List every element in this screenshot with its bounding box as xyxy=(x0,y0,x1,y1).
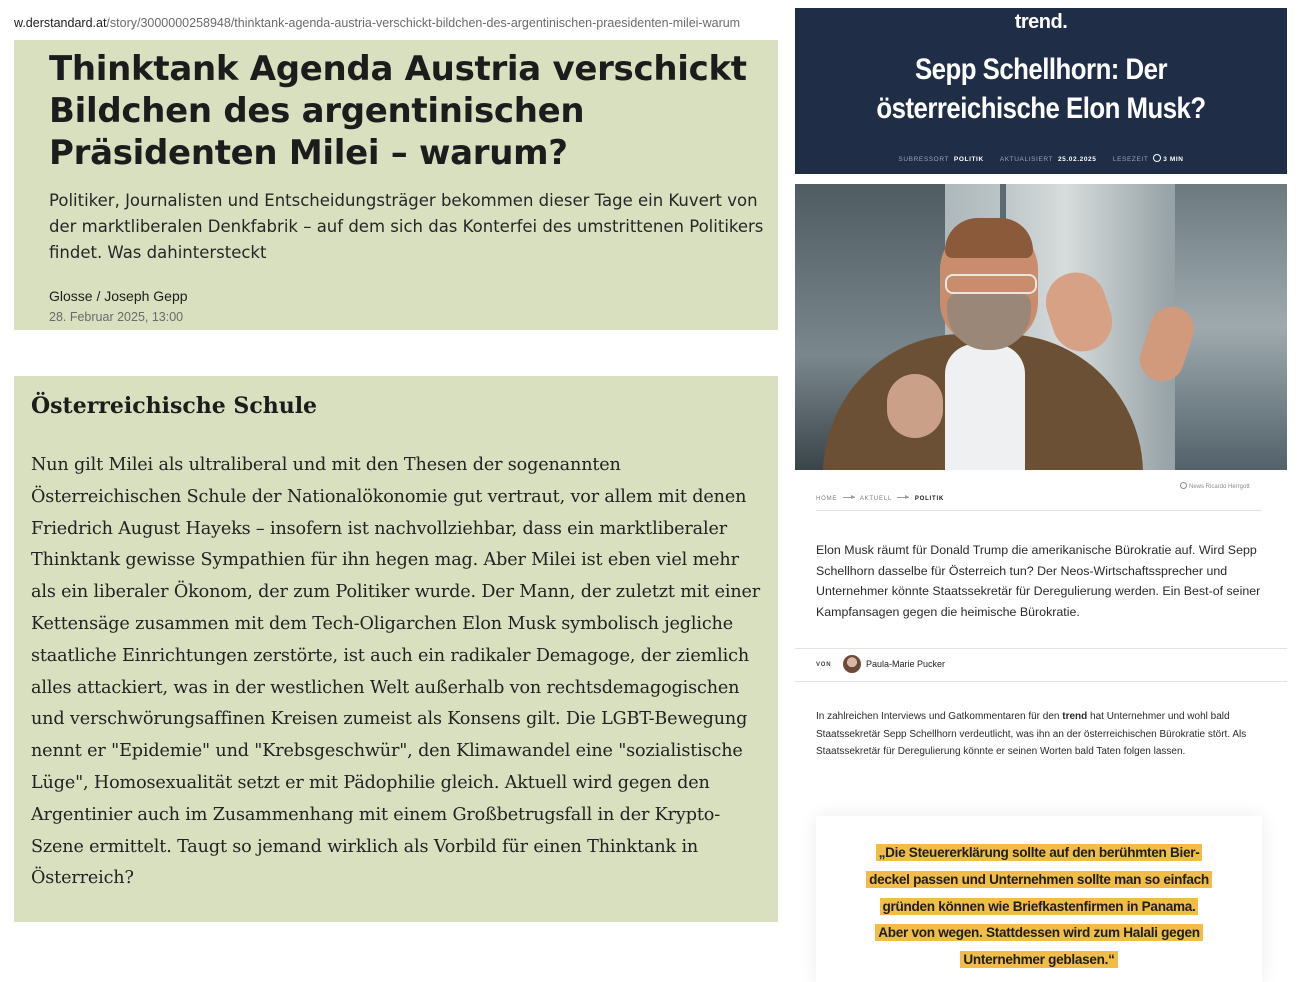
quote-line: „Die Steuererklärung sollte auf den berühmten Bier- xyxy=(876,844,1203,861)
article-lead: Politiker, Journalisten und Entscheidungsträger bekommen dieser Tage ein Kuvert von der marktliberalen Denkfabrik – auf dem sich das Konterfei des umstrittenen Politikers findet. Was dahintersteckt xyxy=(49,191,764,262)
quote-line: gründen können wie Briefkastenfirmen in Panama. xyxy=(880,898,1199,915)
article-photo xyxy=(795,184,1287,470)
article-byline[interactable]: Glosse / Joseph Gepp xyxy=(49,288,188,304)
meta-updated-value: 25.02.2025 xyxy=(1057,156,1097,163)
trend-header xyxy=(795,8,1287,174)
trend-body-paragraph xyxy=(816,708,1266,761)
article-date: 28. Februar 2025, 13:00 xyxy=(49,310,184,324)
arrow-right-icon xyxy=(897,497,909,498)
trend-article-title: Sepp Schellhorn: Der österreichische Elon Musk? xyxy=(876,53,1206,125)
url-domain: w.derstandard.at xyxy=(14,16,107,30)
avatar[interactable] xyxy=(843,655,861,673)
meta-ressort-label: SUBRESSORT xyxy=(898,156,950,163)
trend-meta-row xyxy=(795,154,1287,163)
body-text-after: hat Unternehmer und wohl bald Staatssekretär Sepp Schellhorn verdeutlicht, was ihn an der österreichischen Bürokratie stört. Als Staatssekretär für Deregulierung könnte er seinen Worten bald Taten folgen lassen. xyxy=(816,711,1247,758)
breadcrumb-home[interactable]: HOME xyxy=(816,496,838,502)
trend-logo[interactable]: trend. xyxy=(1014,11,1068,33)
meta-ressort-value[interactable]: POLITIK xyxy=(953,156,984,163)
address-bar[interactable] xyxy=(14,12,778,34)
author-prefix: VON xyxy=(816,662,832,668)
clock-icon xyxy=(1153,154,1161,162)
section-heading: Österreichische Schule xyxy=(31,393,318,419)
photo-credit-text: News Ricardo Herrgott xyxy=(1189,484,1250,490)
article-section-panel xyxy=(14,376,778,922)
breadcrumb-aktuell[interactable]: AKTUELL xyxy=(859,496,892,502)
author-name[interactable]: Paula-Marie Pucker xyxy=(866,659,946,669)
quote-line: Aber von wegen. Stattdessen wird zum Halali gegen xyxy=(875,924,1202,941)
article-headline: Thinktank Agenda Austria verschickt Bildchen des argentinischen Präsidenten Milei – warum? xyxy=(49,49,747,173)
body-text-before: In zahlreichen Interviews und Gatkommentaren für den xyxy=(816,711,1063,722)
meta-updated-label: AKTUALISIERT xyxy=(999,156,1054,163)
breadcrumb xyxy=(816,496,1262,511)
photo-credit xyxy=(1180,482,1250,490)
body-text-bold: trend xyxy=(1062,711,1088,722)
url-path: /story/3000000258948/thinktank-agenda-austria-verschickt-bildchen-des-argentinischen-praesidenten-milei-warum xyxy=(106,16,741,30)
quote-line: deckel passen und Unternehmen sollte man so einfach xyxy=(866,871,1212,888)
pull-quote xyxy=(816,840,1262,974)
meta-read-value: 3 MIN xyxy=(1163,156,1184,163)
pull-quote-box xyxy=(816,816,1262,982)
breadcrumb-politik[interactable]: POLITIK xyxy=(914,496,945,502)
quote-line: Unternehmer geblasen.“ xyxy=(960,951,1117,968)
copyright-icon xyxy=(1180,482,1187,489)
section-body: Nun gilt Milei als ultraliberal und mit den Thesen der sogenannten Österreichischen Schule der Nationalökonomie gut vertraut, vor allem mit denen Friedrich August Hayeks – insofern ist nachvollziehbar, dass ein marktliberaler Thinktank gewisse Sympathien für ihn hegen mag. Aber Milei ist eben viel mehr als ein liberaler Ökonom, der zum Politiker wurde. Der Mann, der zuletzt mit einer Kettensäge zusammen mit dem Tech-Oligarchen Elon Musk symbolisch jegliche staatliche Einrichtungen zerstörte, ist auch ein radikaler Demagoge, der ziemlich alles attackiert, was in der westlichen Welt außerhalb von rechtsdemagogischen und verschwörungsaffinen Kreisen zumeist als Konsens gilt. Die LGBT-Bewegung nennt er "Epidemie" und "Krebsgeschwür", den Klimawandel eine "sozialistische Lüge", Homosexualität setzt er mit Pädophilie gleich. Aktuell wird gegen den Argentinier auch im Zusammenhang mit einem Großbetrugsfall in der Krypto-Szene ermittelt. Taugt so jemand wirklich als Vorbild für einen Thinktank in Österreich? xyxy=(31,455,761,889)
article-header-panel xyxy=(14,40,778,330)
trend-intro: Elon Musk räumt für Donald Trump die amerikanische Bürokratie auf. Wird Sepp Schellhorn dasselbe für Österreich tun? Der Neos-Wirtschaftssprecher und Unternehmer könnte Staatssekretär für Deregulierung werden. Ein Best-of seiner Kampfansagen gegen die heimische Bürokratie. xyxy=(816,543,1261,619)
arrow-right-icon xyxy=(843,497,855,498)
author-line xyxy=(795,648,1287,682)
meta-read-label: LESEZEIT xyxy=(1112,156,1149,163)
